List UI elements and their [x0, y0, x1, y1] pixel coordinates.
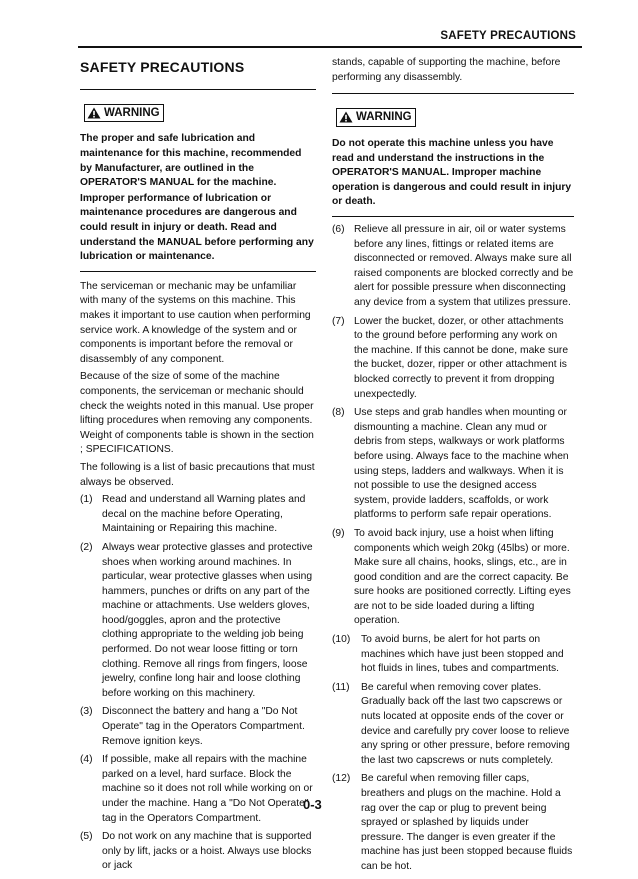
list-item: [332, 315, 574, 403]
continuation-text: stands, capable of supporting the machine, before performing any disassembly.: [332, 57, 561, 83]
item-number: (8): [332, 407, 345, 419]
section-title: SAFETY PRECAUTIONS: [80, 59, 245, 75]
warning-badge: [336, 108, 416, 127]
item-number: (12): [332, 773, 351, 785]
list-item: [80, 493, 316, 537]
list-item: [80, 753, 316, 826]
item-text: Do not work on any machine that is supported only by lift, jacks or a hoist. Always use blocks or jack: [102, 831, 312, 872]
warning-triangle-icon: [339, 111, 353, 123]
header-rule: [78, 46, 582, 48]
warning-rule: [80, 271, 316, 272]
list-item: [332, 406, 574, 523]
item-text: To avoid burns, be alert for hot parts on machines which have just been stopped and hot fluids in lines, tubes and compartments.: [361, 634, 564, 675]
list-item: [332, 223, 574, 311]
item-number: (6): [332, 224, 345, 236]
item-number: (5): [80, 831, 93, 843]
weights-paragraph: Because of the size of some of the machine components, the serviceman or mechanic should check the weights noted in this manual. Use proper lifting procedures when removing any components. Weight of components table is shown in the section ; SPECIFICATIONS.: [80, 371, 314, 456]
item-text: Use steps and grab handles when mounting or dismounting a machine. Clean any mud or debris from steps, walkways or work platforms before using. Always face to the machine when using steps, ladders and walkways. When it is not possible to use the designed access system, provide ladders, scaffolds, or work platforms to perform safe repair operations.: [354, 407, 569, 521]
warning-label: WARNING: [356, 111, 412, 124]
item-number: (3): [80, 706, 93, 718]
list-item: [80, 541, 316, 702]
warning-text: [332, 137, 574, 210]
continuation-rule: [332, 93, 574, 94]
warning-paragraph: The proper and safe lubrication and maintenance for this machine, recommended by Manufacturer, are outlined in the OPERATOR'S MANUAL for the machine.: [80, 133, 302, 189]
list-item: [332, 527, 574, 629]
item-number: (7): [332, 315, 345, 327]
item-number: (9): [332, 527, 345, 539]
item-text: Be careful when removing cover plates. Gradually back off the last two capscrews or nuts located at opposite ends of the cover or device and carefully pry cover loose to relieve any spring or other pressure, before removing the last two capscrews or nuts completely.: [361, 681, 570, 766]
right-column: [332, 56, 574, 879]
list-item: [332, 681, 574, 769]
warning-badge: [84, 104, 164, 123]
list-item: [332, 633, 574, 677]
item-text: Relieve all pressure in air, oil or water systems before any lines, fittings or related items are disconnected or removed. Always make sure all raised components are blocked correctly and be alert for possible pressure when disconnecting any device from a system that utilizes pressure.: [354, 224, 574, 309]
item-text: If possible, make all repairs with the machine parked on a level, hard surface. Block the machine so it does not roll while working on or under the machine. Hang a "Do Not Operate" tag in the Operators Compartment.: [102, 754, 313, 824]
left-column: [80, 56, 316, 878]
warning-block: [84, 104, 316, 125]
warning-paragraph: Improper performance of lubrication or maintenance procedures are dangerous and could result in injury or death. Read and understand the MANUAL before performing any lubrication or maintenance.: [80, 192, 314, 263]
list-item: [80, 830, 316, 874]
item-number: (11): [332, 681, 350, 693]
warning-block: [336, 108, 574, 129]
warning-triangle-icon: [87, 107, 101, 119]
title-rule: [80, 89, 316, 90]
item-number: (1): [80, 494, 93, 506]
warning-label: WARNING: [104, 106, 160, 119]
list-item: [80, 705, 316, 749]
warning-text: [80, 132, 316, 264]
item-text: Always wear protective glasses and protective shoes when working around machines. In particular, wear protective glasses when using hammers, punches or drifts on any part of the machine or attachments. Use welders gloves, hood/goggles, apron and the protective clothing appropriate to the welding job being performed. Do not wear loose fitting or torn clothing. Remove all rings from fingers, loose jewelry, confine long hair and loose clothing before working on this machinery.: [102, 541, 313, 699]
item-number: (4): [80, 754, 93, 766]
page-number: 0-3: [303, 797, 322, 812]
item-text: To avoid back injury, use a hoist when lifting components which weigh 20kg (45lbs) or more. Make sure all chains, hooks, slings, etc., are in good condition and are the correct capacity. Be sure hooks are positioned correctly. Lifting eyes are not to be side loaded during a lifting operation.: [354, 527, 571, 627]
list-item: [332, 772, 574, 874]
running-header: SAFETY PRECAUTIONS: [440, 30, 576, 42]
item-text: Lower the bucket, dozer, or other attachments to the ground before performing any work on the machine. If this cannot be done, make sure the bucket, dozer, ripper or other attachment is blocked correctly to prevent it from dropping unexpectedly.: [354, 315, 569, 400]
intro-paragraph: The serviceman or mechanic may be unfamiliar with many of the systems on this machine. This makes it important to use caution when performing service work. A knowledge of the system and or components is important before the removal or disassembly of any component.: [80, 280, 311, 365]
warning-paragraph: Do not operate this machine unless you have read and understand the instructions in the OPERATOR'S MANUAL. Improper machine operation is dangerous and could result in injury or death.: [332, 138, 572, 208]
precautions-intro: The following is a list of basic precautions that must always be observed.: [80, 461, 315, 488]
item-number: (10): [332, 634, 351, 646]
item-number: (2): [80, 541, 93, 553]
warning-rule: [332, 216, 574, 217]
item-text: Disconnect the battery and hang a "Do Not Operate" tag in the Operators Compartment. Remove ignition keys.: [102, 706, 305, 747]
item-text: Read and understand all Warning plates and decal on the machine before Operating, Maintaining or Repairing this machine.: [102, 494, 306, 535]
item-text: Be careful when removing filler caps, breathers and plugs on the machine. Hold a rag over the cap or plug to prevent being sprayed or splashed by liquids under pressure. The danger is even greater if the machine has just been stopped because fluids can be hot.: [361, 773, 573, 872]
